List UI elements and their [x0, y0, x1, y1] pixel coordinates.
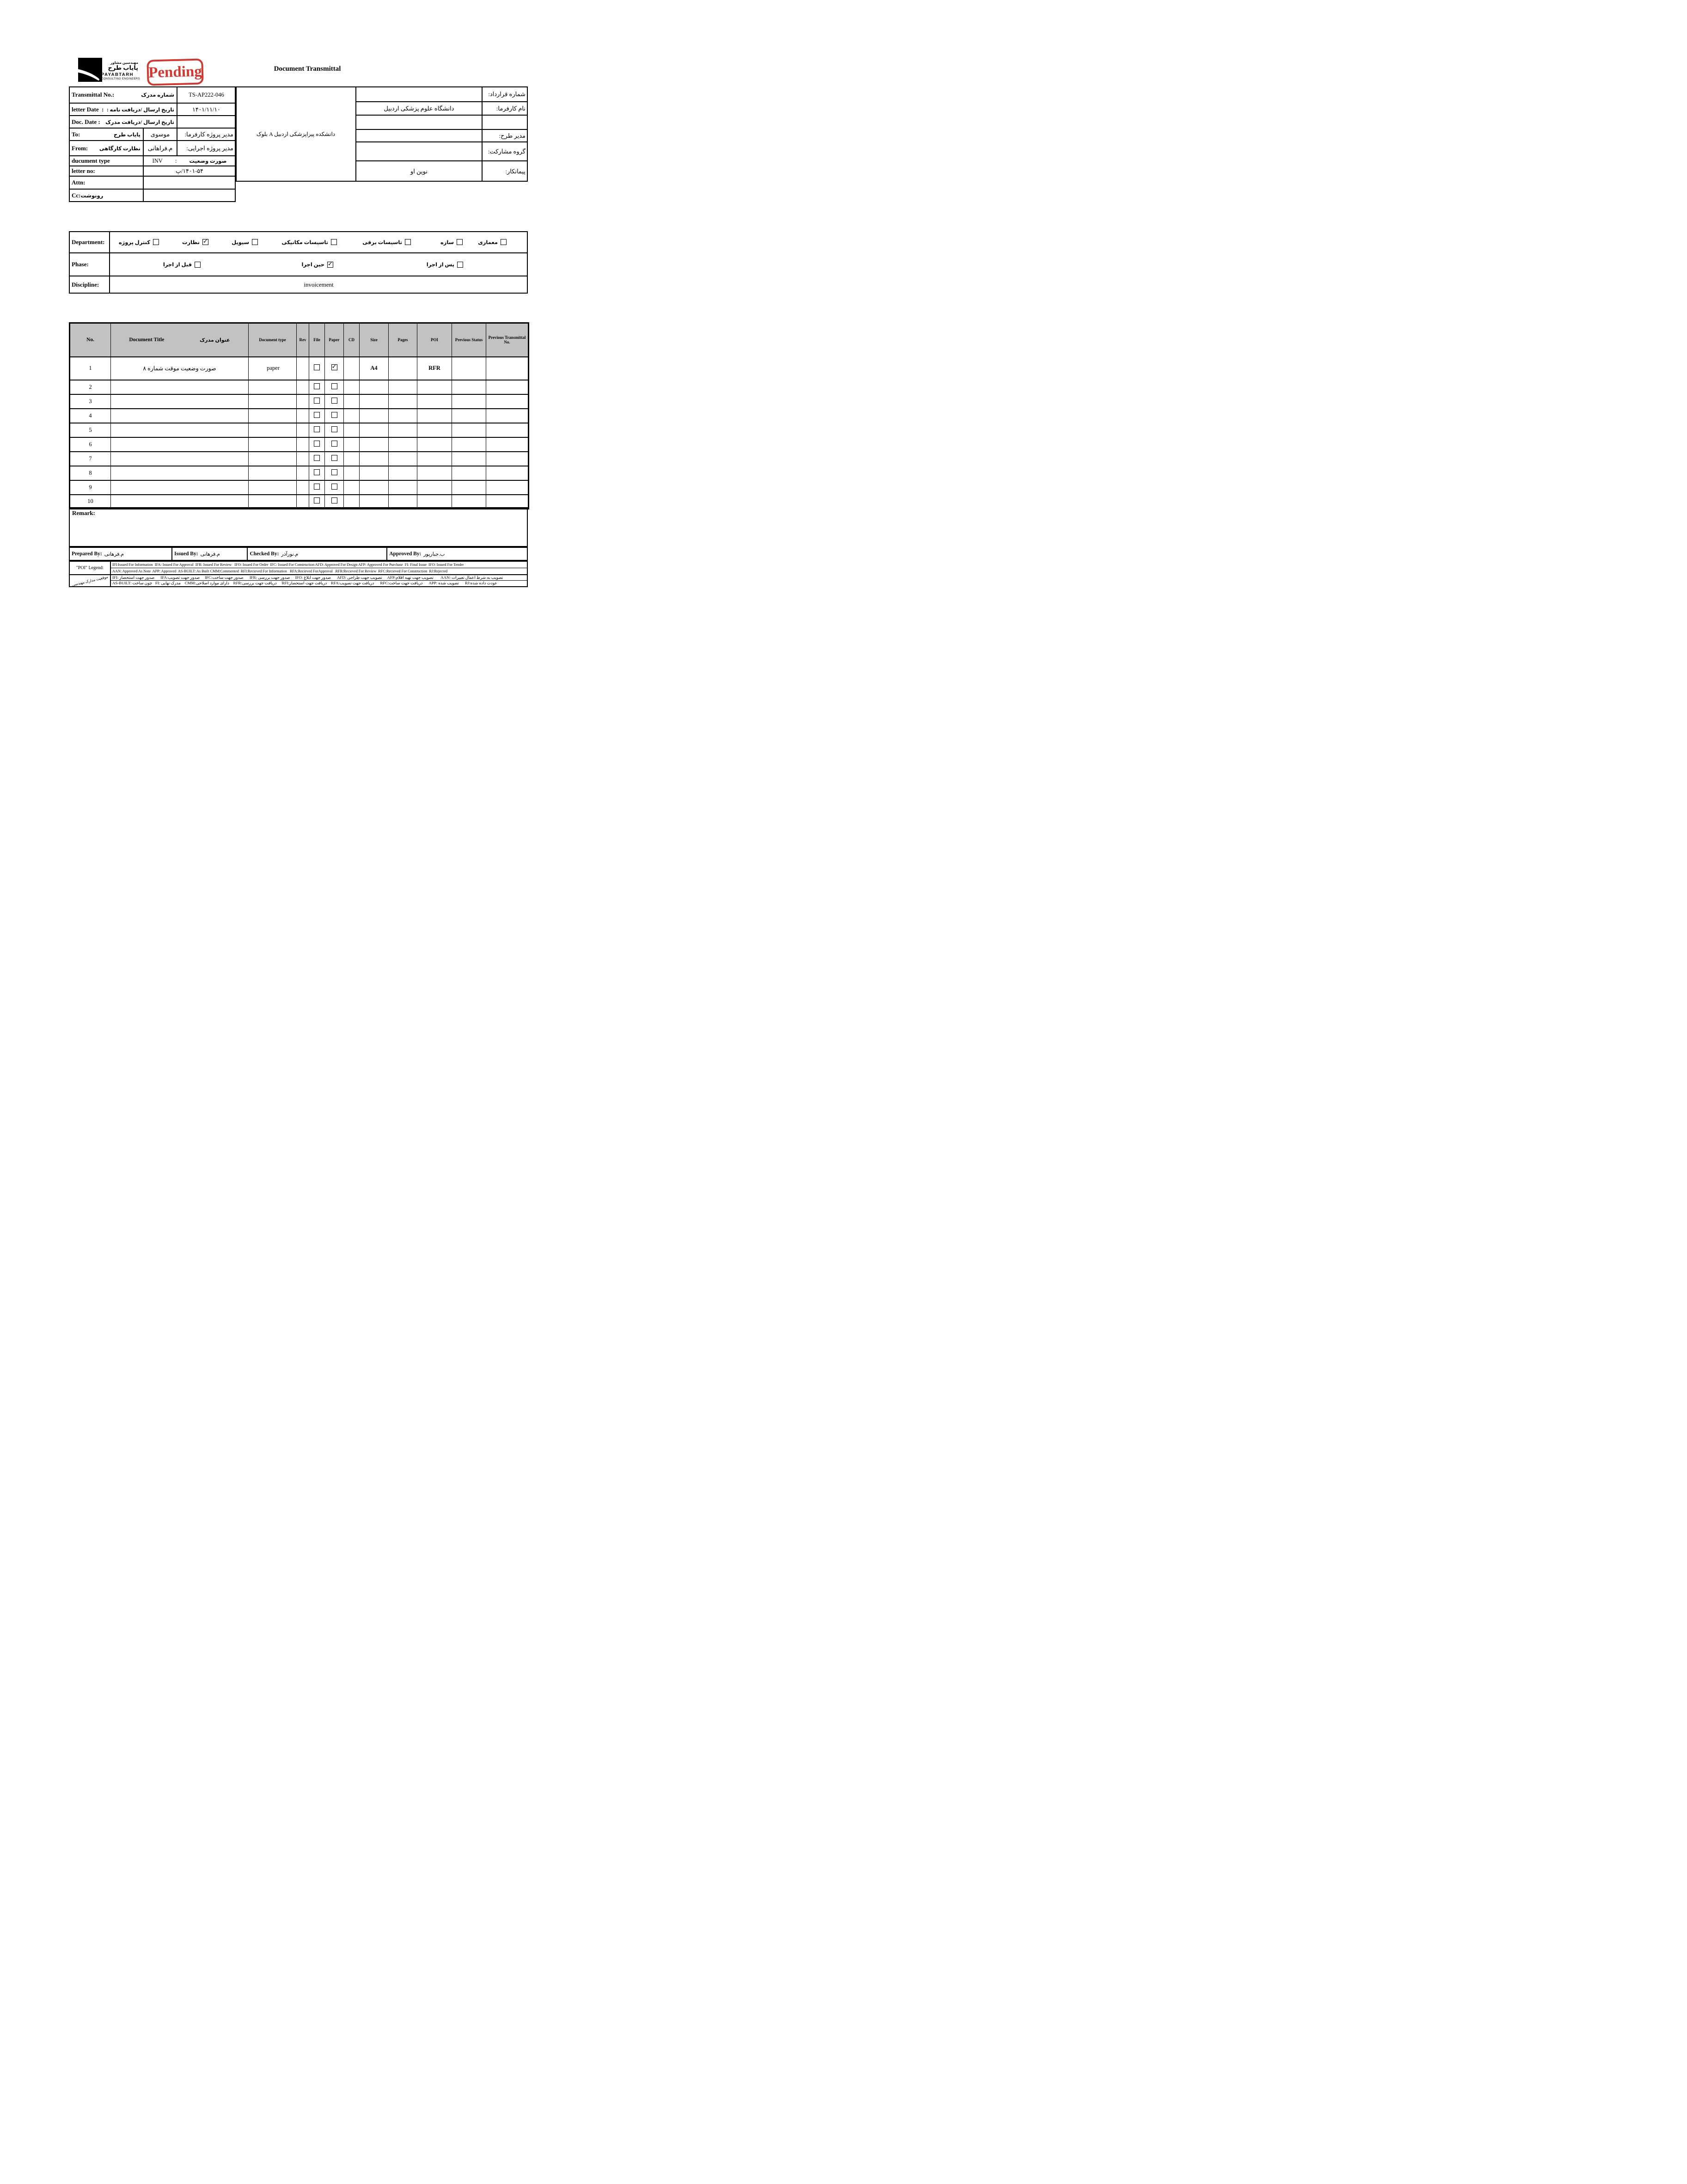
contractor-label: پیمانکار:	[482, 161, 528, 182]
client-name-value: دانشگاه علوم پزشکی اردبیل	[356, 102, 482, 115]
to-field	[69, 128, 143, 141]
doc-table-row	[70, 357, 529, 380]
doc-cell-rev	[297, 394, 309, 409]
document-list-table	[69, 322, 529, 509]
attn-value	[143, 176, 236, 189]
checkbox-icon	[314, 441, 320, 447]
plan-manager-value	[356, 129, 482, 142]
letter-date-label	[69, 103, 177, 116]
checkbox-icon	[195, 262, 201, 268]
to-value: پایاب طرح	[114, 132, 141, 138]
doc-cell-no: 10	[70, 495, 111, 509]
prepared-by-label: Prepared By:	[72, 551, 102, 557]
header-doc-type: Document type	[249, 323, 297, 357]
checkbox-icon	[457, 239, 463, 245]
doc-cell-pages	[389, 380, 417, 394]
approved-by-cell	[387, 548, 527, 560]
doc-cell-file	[309, 423, 325, 437]
doc-cell-cd	[344, 409, 360, 423]
doc-cell-title	[111, 423, 249, 437]
checkbox-icon	[331, 364, 337, 370]
doc-cell-prev_transmittal	[486, 452, 529, 466]
doc-cell-prev_transmittal	[486, 437, 529, 452]
doc-date-label	[69, 116, 177, 128]
checked-by-value: م.نورآذر	[281, 551, 299, 557]
checkbox-icon	[331, 469, 337, 475]
checked-by-cell	[248, 548, 387, 560]
transmittal-no-label	[69, 86, 177, 103]
doc-cell-pages	[389, 437, 417, 452]
phase-option-label: حین اجرا	[301, 262, 324, 268]
doc-cell-rev	[297, 480, 309, 495]
doc-cell-rev	[297, 495, 309, 509]
checkbox-icon	[331, 497, 337, 503]
doc-cell-cd	[344, 380, 360, 394]
header-title-en: Document Title	[129, 337, 165, 343]
doc-cell-pages	[389, 452, 417, 466]
doc-cell-paper	[325, 452, 344, 466]
phase-option	[427, 261, 463, 268]
doc-cell-no: 3	[70, 394, 111, 409]
department-option	[232, 239, 258, 245]
doc-cell-prev_transmittal	[486, 495, 529, 509]
phase-label	[69, 253, 110, 276]
phase-option-label: پس از اجرا	[426, 262, 454, 268]
doc-cell-pages	[389, 394, 417, 409]
department-option	[362, 239, 411, 245]
logo-fa-tagline: مهندسین مشاور	[110, 61, 138, 65]
legend-fa-line1: IFI: صدور جهت استحضار IFA:صدور جهت تصویب IFC:صدور جهت ساخت IFR: صدور جهت بررسی IFO: صدور جهت ابلاغ AFD: تصویب جهت طراحی AFP:تصویب جهت تهیه اقلام AAN: تصویب به شرط اعمال تغییرات	[111, 574, 527, 580]
department-option-label: نظارت	[182, 239, 200, 245]
department-option	[182, 239, 208, 245]
doc-cell-paper	[325, 466, 344, 480]
doc-cell-doc_type	[249, 495, 297, 509]
poi-legend	[69, 561, 528, 587]
doc-cell-prev_transmittal	[486, 357, 529, 380]
checkbox-icon	[314, 398, 320, 404]
doc-cell-poi	[417, 495, 452, 509]
doc-cell-title	[111, 409, 249, 423]
doc-cell-poi	[417, 394, 452, 409]
transmittal-no-label-en: Transmittal No.:	[72, 91, 115, 98]
poi-legend-label: "POI" Legend:	[70, 562, 110, 575]
doc-cell-prev_status	[452, 409, 486, 423]
from-role-label: مدیر پروژه اجرایی:	[177, 141, 236, 156]
doc-cell-cd	[344, 495, 360, 509]
checkbox-icon	[314, 412, 320, 418]
doc-cell-doc_type	[249, 466, 297, 480]
checkbox-icon	[314, 484, 320, 490]
doc-cell-doc_type	[249, 423, 297, 437]
letter-no-label-en: letter no:	[72, 167, 95, 174]
doc-date-label-en: Doc. Date :	[72, 118, 100, 125]
doc-cell-rev	[297, 437, 309, 452]
pending-stamp: Pending	[147, 58, 203, 86]
contract-no-value	[356, 86, 482, 102]
checkbox-icon	[314, 469, 320, 475]
doc-cell-file	[309, 380, 325, 394]
doc-cell-prev_transmittal	[486, 423, 529, 437]
doc-cell-no: 2	[70, 380, 111, 394]
page-title: Document Transmittal	[274, 65, 341, 73]
phase-option-label: قبل از اجرا	[163, 262, 192, 268]
checkbox-icon	[314, 455, 320, 461]
department-option-label: سیویل	[232, 239, 249, 245]
partnership-group-value	[356, 142, 482, 161]
department-option-label: تاسیسات مکانیکی	[281, 239, 328, 245]
approved-by-label: Approved By:	[389, 551, 422, 557]
doc-cell-size: A4	[360, 357, 389, 380]
doc-cell-poi	[417, 466, 452, 480]
doc-cell-doc_type	[249, 480, 297, 495]
remark-label: Remark:	[72, 509, 95, 516]
doc-cell-file	[309, 394, 325, 409]
cc-label-en: Cc:	[72, 192, 81, 199]
doc-cell-file	[309, 409, 325, 423]
doc-table-row	[70, 495, 529, 509]
doc-cell-cd	[344, 437, 360, 452]
doc-cell-size	[360, 380, 389, 394]
department-option	[478, 239, 507, 245]
from-value: نظارت کارگاهی	[99, 146, 141, 152]
doc-cell-prev_status	[452, 394, 486, 409]
legend-lines	[111, 562, 527, 586]
legend-fa-line2: AS-BUILT: چون ساخت FI: مدرک نهایی CMM:دارای موارد اصلاحی RFR:دریافت جهت بررسی RFI:دریافت جهت استحضار RFA:دریافت جهت تصویب RFC:دریافت جهت ساخت APP: تصویب شده RJ:عودت داده شده	[111, 580, 527, 586]
checked-by-label: Checked By:	[250, 551, 279, 557]
company-logo-icon	[78, 58, 102, 82]
doc-cell-doc_type	[249, 409, 297, 423]
doc-cell-size	[360, 466, 389, 480]
doc-cell-cd	[344, 452, 360, 466]
doc-date-label-fa: تاریخ ارسال /دریافت مدرک	[105, 119, 174, 125]
doc-cell-rev	[297, 452, 309, 466]
checkbox-icon	[331, 426, 337, 432]
doc-cell-poi: RFR	[417, 357, 452, 380]
doc-cell-poi	[417, 437, 452, 452]
document-type-value-en: INV	[152, 157, 163, 164]
document-transmittal-page	[0, 0, 562, 728]
doc-cell-file	[309, 495, 325, 509]
header-pages: Pages	[389, 323, 417, 357]
doc-cell-title	[111, 394, 249, 409]
doc-cell-pages	[389, 423, 417, 437]
checkbox-icon	[331, 441, 337, 447]
doc-cell-no: 7	[70, 452, 111, 466]
doc-cell-rev	[297, 409, 309, 423]
doc-cell-rev	[297, 423, 309, 437]
doc-cell-poi	[417, 423, 452, 437]
doc-cell-title	[111, 437, 249, 452]
doc-table-row	[70, 409, 529, 423]
doc-cell-doc_type	[249, 437, 297, 452]
doc-cell-file	[309, 452, 325, 466]
from-field	[69, 141, 143, 156]
doc-table-row	[70, 423, 529, 437]
doc-cell-rev	[297, 380, 309, 394]
doc-cell-cd	[344, 357, 360, 380]
doc-cell-doc_type	[249, 394, 297, 409]
doc-cell-paper	[325, 480, 344, 495]
department-option	[440, 239, 463, 245]
checkbox-icon	[314, 497, 320, 503]
logo-swoosh-icon	[78, 58, 102, 82]
to-person-name: موسوی	[143, 128, 177, 141]
to-label: To:	[72, 130, 80, 138]
document-type-separator: :	[175, 157, 177, 164]
phase-label-text: Phase:	[72, 261, 89, 268]
attn-label-en: Attn:	[72, 179, 86, 186]
doc-cell-prev_transmittal	[486, 480, 529, 495]
doc-cell-size	[360, 495, 389, 509]
doc-cell-prev_status	[452, 437, 486, 452]
phase-options-row	[110, 253, 528, 276]
phase-option	[301, 261, 333, 268]
doc-cell-doc_type: paper	[249, 357, 297, 380]
checkbox-icon	[331, 412, 337, 418]
document-type-value-fa: صورت وضعیت	[189, 159, 227, 164]
header-title-fa: عنوان مدرک	[200, 337, 230, 343]
to-role-label: مدیر پروژه کارفرما:	[177, 128, 236, 141]
doc-cell-file	[309, 466, 325, 480]
department-option-label: تاسیسات برقی	[362, 239, 402, 245]
project-name-cell: بلوک A دانشکده پیراپزشکی اردبیل	[236, 86, 356, 182]
attn-label	[69, 176, 143, 189]
doc-cell-no: 4	[70, 409, 111, 423]
checkbox-icon	[331, 239, 337, 245]
doc-cell-pages	[389, 409, 417, 423]
checkbox-icon	[331, 455, 337, 461]
client-name-label: نام کارفرما:	[482, 102, 528, 115]
remark-box	[69, 507, 528, 547]
department-label-text: Department:	[72, 238, 105, 245]
doc-cell-prev_status	[452, 423, 486, 437]
logo-fa-name: پایاب طرح	[108, 64, 138, 71]
doc-cell-file	[309, 357, 325, 380]
doc-cell-pages	[389, 480, 417, 495]
doc-table-row	[70, 437, 529, 452]
department-option-label: معماری	[478, 239, 498, 245]
doc-table-header-row	[70, 323, 529, 357]
discipline-label	[69, 276, 110, 294]
header-previous-transmittal: Previous Transmittal No.	[486, 323, 529, 357]
doc-cell-title	[111, 466, 249, 480]
contract-no-label: شماره قرارداد:	[482, 86, 528, 102]
doc-cell-size	[360, 423, 389, 437]
legend-en-line2: AAN: Approved As Note APP: Approved AS-BUILT: As Built CMM:Commented RFI:Recieved For Information RFA:Recieved ForApproval RFR:Recieved For Review RFC:Recieved For Construction RJ:Rejected	[111, 568, 527, 574]
doc-cell-paper	[325, 423, 344, 437]
doc-cell-size	[360, 394, 389, 409]
doc-cell-size	[360, 452, 389, 466]
department-option-label: کنترل پروژه	[118, 239, 150, 245]
header-paper: Paper	[325, 323, 344, 357]
doc-cell-title: صورت وضعیت موقت شماره ۸	[111, 357, 249, 380]
doc-cell-file	[309, 437, 325, 452]
checkbox-icon	[314, 364, 320, 370]
header-rev: Rev	[297, 323, 309, 357]
spare-row-label	[482, 115, 528, 129]
issued-by-cell	[172, 548, 248, 560]
checkbox-icon	[252, 239, 258, 245]
letter-no-value: پ/۱۴۰۱-۵۴	[143, 166, 236, 176]
doc-cell-prev_status	[452, 380, 486, 394]
doc-cell-cd	[344, 394, 360, 409]
issued-by-label: Issued By:	[174, 551, 198, 557]
doc-cell-title	[111, 480, 249, 495]
legend-left-column	[70, 562, 111, 586]
document-type-label	[69, 156, 143, 166]
doc-table-row	[70, 480, 529, 495]
doc-cell-pages	[389, 495, 417, 509]
doc-cell-no: 1	[70, 357, 111, 380]
checkbox-icon	[331, 398, 337, 404]
header-size: Size	[360, 323, 389, 357]
checkbox-icon	[331, 484, 337, 490]
doc-cell-cd	[344, 423, 360, 437]
doc-cell-paper	[325, 437, 344, 452]
transmittal-no-value: TS-AP222-046	[177, 86, 236, 103]
spare-row-value	[356, 115, 482, 129]
department-option	[281, 239, 337, 245]
doc-cell-size	[360, 480, 389, 495]
doc-cell-poi	[417, 452, 452, 466]
doc-cell-title	[111, 452, 249, 466]
doc-cell-prev_status	[452, 480, 486, 495]
doc-cell-title	[111, 495, 249, 509]
doc-cell-poi	[417, 380, 452, 394]
doc-cell-prev_transmittal	[486, 394, 529, 409]
header-no: No.	[70, 323, 111, 357]
doc-date-value	[177, 116, 236, 128]
doc-cell-prev_status	[452, 495, 486, 509]
poi-legend-label-fa: موقعیت مدارک مهندسی	[71, 574, 109, 587]
doc-cell-rev	[297, 357, 309, 380]
header-previous-status: Previous Status	[452, 323, 486, 357]
doc-cell-cd	[344, 466, 360, 480]
phase-option	[163, 261, 201, 268]
doc-cell-paper	[325, 357, 344, 380]
checkbox-icon	[405, 239, 411, 245]
checkbox-icon	[327, 262, 333, 268]
checkbox-icon	[314, 383, 320, 389]
doc-table-row	[70, 380, 529, 394]
header-file: File	[309, 323, 325, 357]
prepared-by-value: م.فرهانی	[104, 551, 124, 557]
doc-cell-pages	[389, 357, 417, 380]
from-person-name: م.فراهانی	[143, 141, 177, 156]
checkbox-icon	[457, 262, 463, 268]
document-type-value	[143, 156, 236, 166]
from-label: From:	[72, 144, 88, 152]
letter-date-value: ۱۴۰۱/۱۱/۱۰	[177, 103, 236, 116]
checkbox-icon	[331, 383, 337, 389]
doc-cell-pages	[389, 466, 417, 480]
cc-label-fa: رونوشت	[80, 193, 104, 199]
doc-cell-no: 8	[70, 466, 111, 480]
logo-en-name: PAYABTARH	[101, 72, 134, 77]
department-label	[69, 231, 110, 253]
doc-cell-prev_transmittal	[486, 380, 529, 394]
doc-cell-rev	[297, 466, 309, 480]
doc-cell-prev_status	[452, 357, 486, 380]
doc-cell-no: 9	[70, 480, 111, 495]
transmittal-no-label-fa: شماره مدرک	[141, 92, 174, 98]
header-poi: POI	[417, 323, 452, 357]
department-option-label: سازه	[440, 239, 454, 245]
prepared-by-cell	[70, 548, 172, 560]
department-option	[119, 239, 159, 245]
doc-cell-poi	[417, 480, 452, 495]
cc-value	[143, 189, 236, 202]
doc-table-row	[70, 394, 529, 409]
doc-table-row	[70, 452, 529, 466]
cc-label	[69, 189, 143, 202]
letter-date-label-en: letter Date :	[72, 105, 104, 113]
doc-cell-cd	[344, 480, 360, 495]
checkbox-icon	[202, 239, 208, 245]
doc-table-row	[70, 466, 529, 480]
discipline-value: invoicement	[110, 276, 528, 294]
doc-cell-paper	[325, 394, 344, 409]
doc-cell-prev_transmittal	[486, 409, 529, 423]
discipline-label-text: Discipline:	[72, 281, 99, 288]
checkbox-icon	[314, 426, 320, 432]
plan-manager-label: مدیر طرح:	[482, 129, 528, 142]
doc-cell-doc_type	[249, 452, 297, 466]
contractor-value: نوین او	[356, 161, 482, 182]
document-type-label-en: ducument type	[72, 157, 110, 164]
doc-cell-no: 6	[70, 437, 111, 452]
logo-en-subtitle: CONSULTING ENGINEERS	[101, 78, 140, 80]
approved-by-value: ب.جبارپور	[423, 551, 445, 557]
doc-cell-no: 5	[70, 423, 111, 437]
doc-cell-paper	[325, 409, 344, 423]
partnership-group-label: گروه مشارکت:	[482, 142, 528, 161]
doc-cell-paper	[325, 495, 344, 509]
doc-cell-size	[360, 409, 389, 423]
doc-cell-prev_transmittal	[486, 466, 529, 480]
letter-date-label-fa: تاریخ ارسال /دریافت نامه :	[106, 107, 174, 113]
legend-en-line1: IFI:Issued For Information IFA: Issued For Approval IFR: Issued For Review IFO: Issued For Order IFC: Issued For Construction AFD: Approved For Design AFP: Approved For Purchase FI: Final Issue IFO: Issued For Tender	[112, 562, 464, 567]
issued-by-value: م.فرهانی	[200, 551, 220, 557]
header-cd: CD	[344, 323, 360, 357]
checkbox-icon	[501, 239, 507, 245]
doc-cell-poi	[417, 409, 452, 423]
company-logo-text	[101, 61, 138, 80]
signature-row	[69, 547, 528, 561]
doc-cell-doc_type	[249, 380, 297, 394]
doc-cell-title	[111, 380, 249, 394]
letter-no-label	[69, 166, 143, 176]
doc-cell-size	[360, 437, 389, 452]
checkbox-icon	[153, 239, 159, 245]
doc-cell-file	[309, 480, 325, 495]
header-title	[111, 323, 249, 357]
doc-cell-prev_status	[452, 452, 486, 466]
department-options-row	[110, 231, 528, 253]
doc-cell-prev_status	[452, 466, 486, 480]
doc-cell-paper	[325, 380, 344, 394]
